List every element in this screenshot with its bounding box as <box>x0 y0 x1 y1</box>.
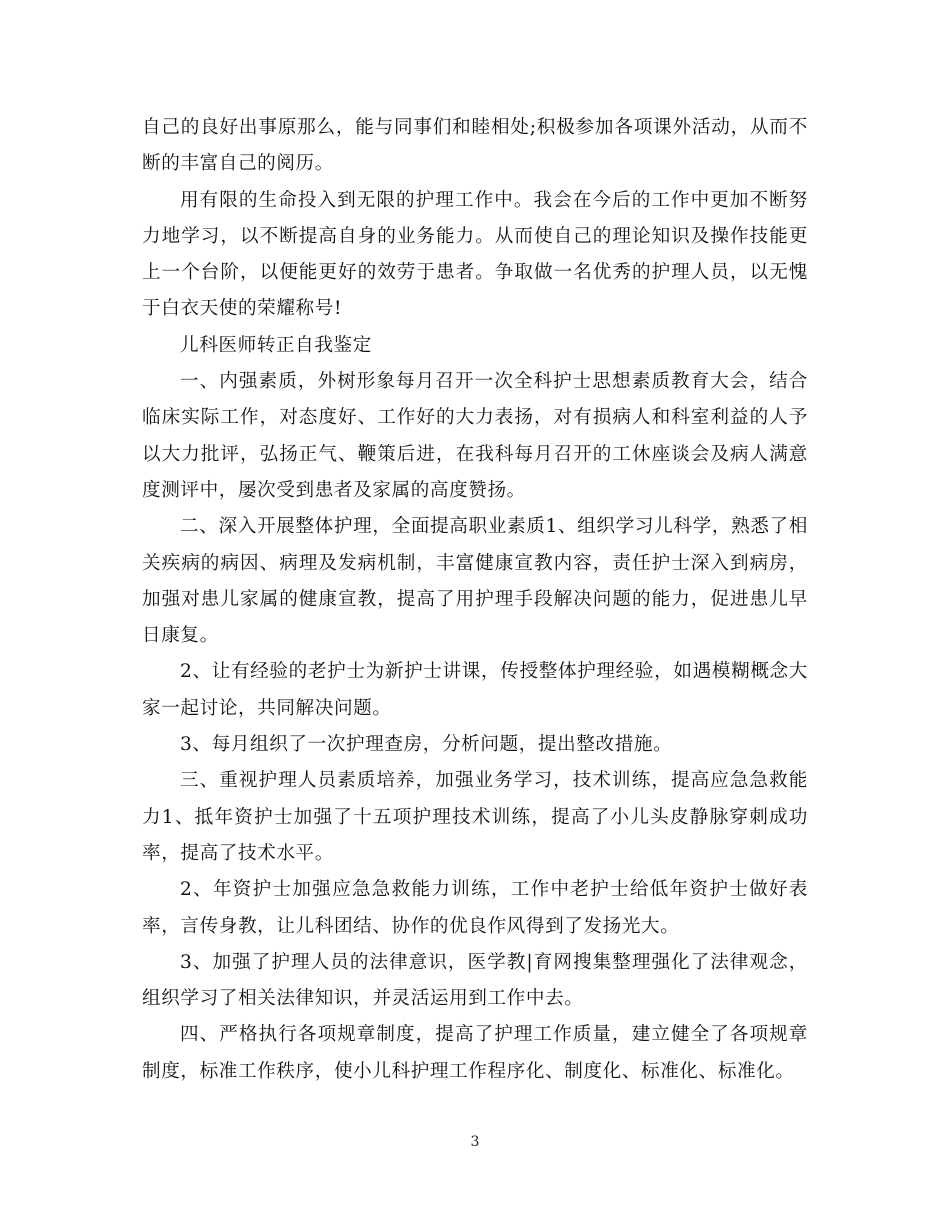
paragraph: 3、每月组织了一次护理查房，分析问题，提出整改措施。 <box>180 734 673 756</box>
paragraph: 四、严格执行各项规章制度，提高了护理工作质量，建立健全了各项规章制度，标准工作秩序，使小儿科护理工作程序化、制度化、标准化、标准化。 <box>142 1024 808 1082</box>
paragraph: 三、重视护理人员素质培养，加强业务学习，技术训练，提高应急急救能力1、抵年资护士加强了十五项护理技术训练，提高了小儿头皮静脉穿刺成功率，提高了技术水平。 <box>142 770 808 864</box>
paragraph: 自己的良好出事原那么，能与同事们和睦相处;积极参加各项课外活动，从而不断的丰富自己的阅历。 <box>142 117 808 175</box>
paragraph: 一、内强素质，外树形象每月召开一次全科护士思想素质教育大会，结合临床实际工作，对态度好、工作好的大力表扬，对有损病人和科室利益的人予以大力批评，弘扬正气、鞭策后进，在我科每月召开的工休座谈会及病人满意度测评中，屡次受到患者及家属的高度赞扬。 <box>142 371 808 501</box>
paragraph: 用有限的生命投入到无限的护理工作中。我会在今后的工作中更加不断努力地学习，以不断提高自身的业务能力。从而使自己的理论知识及操作技能更上一个台阶，以便能更好的效劳于患者。争取做一名优秀的护理人员，以无愧于白衣天使的荣耀称号! <box>142 189 808 320</box>
paragraph: 2、让有经验的老护士为新护士讲课，传授整体护理经验，如遇模糊概念大家一起讨论，共同解决问题。 <box>142 661 808 719</box>
document-body <box>142 110 808 1090</box>
paragraph: 二、深入开展整体护理，全面提高职业素质1、组织学习儿科学，熟悉了相关疾病的病因、病理及发病机制，丰富健康宣教内容，责任护士深入到病房，加强对患儿家属的健康宣教，提高了用护理手段解决问题的能力，促进患儿早日康复。 <box>142 516 808 647</box>
section-heading: 儿科医师转正自我鉴定 <box>180 334 372 356</box>
paragraph: 3、加强了护理人员的法律意识，医学教|育网搜集整理强化了法律观念，组织学习了相关法律知识，并灵活运用到工作中去。 <box>142 951 808 1010</box>
paragraph: 2、年资护士加强应急急救能力训练，工作中老护士给低年资护士做好表率，言传身教，让儿科团结、协作的优良作风得到了发扬光大。 <box>142 879 808 937</box>
page-number: 3 <box>470 1134 480 1150</box>
